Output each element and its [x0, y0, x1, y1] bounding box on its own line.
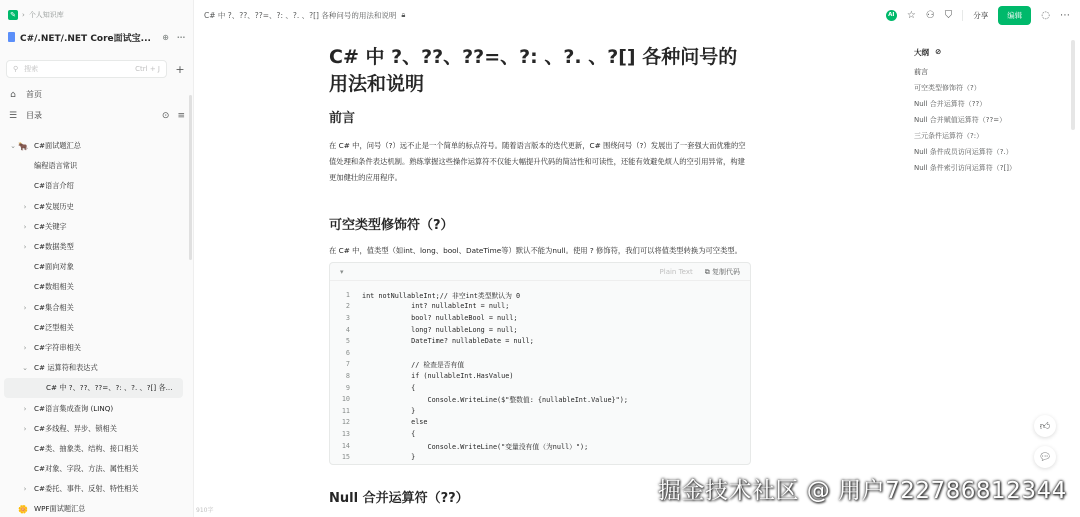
tree-item-label: C#委托、事件、反射、特性相关: [34, 484, 139, 494]
chevron-right-icon[interactable]: ›: [23, 424, 27, 433]
lock-icon[interactable]: ⊕: [162, 32, 169, 42]
page-scrollbar[interactable]: [1071, 40, 1075, 130]
line-number: 13: [341, 429, 350, 438]
edit-button[interactable]: 编辑: [998, 6, 1031, 25]
code-text: }: [362, 453, 416, 462]
tree-item[interactable]: [0, 217, 193, 237]
line-number: 7: [345, 360, 350, 369]
tree-item[interactable]: [0, 318, 193, 338]
code-line: [330, 440, 750, 452]
code-text: {: [362, 383, 416, 392]
tree-item[interactable]: [0, 237, 193, 257]
tree-item[interactable]: [0, 176, 193, 196]
line-number: 4: [345, 325, 350, 334]
sidebar: [0, 0, 194, 517]
tree-item[interactable]: [0, 197, 193, 217]
tree-item[interactable]: [0, 459, 193, 479]
more-icon[interactable]: ⋯: [1060, 9, 1070, 21]
tree-emoji-icon: 🐂: [18, 141, 28, 151]
code-line: [330, 324, 750, 336]
tree-emoji-icon: 🌼: [18, 504, 28, 514]
tree-item-label: C#数组相关: [34, 282, 74, 292]
code-lines: [330, 281, 750, 463]
search-shortcut: Ctrl + J: [135, 65, 160, 73]
word-count: 910字: [196, 507, 214, 514]
tree-item-label: C#数据类型: [34, 242, 74, 252]
tree-item[interactable]: [4, 378, 183, 398]
tree-item-label: C#字符串相关: [34, 342, 81, 352]
copy-code-label: 复制代码: [712, 267, 740, 276]
book-title-row[interactable]: [0, 30, 193, 44]
yuque-logo-icon: ✎: [8, 10, 18, 20]
tree-item[interactable]: [0, 499, 193, 517]
code-line: [330, 428, 750, 440]
heading-nullable: 可空类型修饰符（?）: [329, 218, 454, 233]
comment-icon[interactable]: ◌: [1041, 9, 1050, 21]
shield-icon[interactable]: ⛉: [944, 9, 953, 21]
copy-code-button[interactable]: [705, 267, 740, 277]
line-number: 1: [345, 290, 350, 299]
code-line: [330, 301, 750, 313]
outline-item[interactable]: 可空类型修饰符（?）: [914, 84, 981, 92]
code-line: [330, 405, 750, 417]
tree-item-label: C#发展历史: [34, 201, 74, 211]
search-placeholder: 搜索: [24, 65, 39, 73]
divider: [962, 10, 963, 21]
code-line: [330, 335, 750, 347]
tree-item-label: C#语言介绍: [34, 181, 74, 191]
line-number: 6: [345, 348, 350, 357]
heading-null-coalescing: Null 合并运算符（??）: [329, 491, 469, 506]
crumb-label: 个人知识库: [28, 11, 64, 19]
tree-item-label: C#语言集成查询 (LINQ): [34, 403, 114, 413]
line-number: 3: [345, 313, 350, 322]
tree-item[interactable]: [0, 136, 193, 156]
code-line: [330, 370, 750, 382]
outline-item[interactable]: Null 合并赋值运算符（??=）: [914, 116, 1007, 124]
share-button[interactable]: 分享: [973, 10, 989, 20]
tree-item-label: C# 运算符和表达式: [34, 363, 98, 373]
thumbs-up-icon: 👍︎: [1039, 421, 1051, 432]
article: [329, 44, 751, 259]
code-text: int? nullableInt = null;: [362, 302, 510, 311]
hide-outline-icon[interactable]: ⊘: [935, 47, 942, 56]
nav-home-label: 首页: [26, 90, 42, 99]
code-text: // 检查是否有值: [362, 361, 465, 370]
nav-toc-label: 目录: [26, 111, 42, 120]
chevron-right-icon[interactable]: ›: [23, 303, 27, 312]
code-text: int notNullableInt;// 非空int类型默认为 0: [362, 291, 521, 300]
add-member-icon[interactable]: ⚇: [925, 9, 935, 21]
comment-icon: 💬︎: [1038, 451, 1052, 463]
code-language[interactable]: Plain Text: [659, 267, 693, 276]
comment-button[interactable]: [1034, 446, 1056, 468]
tree-item-label: C#面试题汇总: [33, 141, 81, 151]
tree-item[interactable]: [0, 298, 193, 318]
code-text: Console.WriteLine("变量没有值（为null）");: [362, 442, 589, 451]
tree-item-label: C#关键字: [34, 221, 67, 231]
code-block[interactable]: [329, 262, 751, 465]
chevron-right-icon[interactable]: ›: [23, 404, 27, 413]
list-icon: ☰: [8, 110, 18, 121]
code-line: [330, 359, 750, 371]
tree-item-label: C#多线程、异步、锁相关: [34, 423, 117, 433]
doc-tree: [0, 136, 193, 517]
tree-item[interactable]: [0, 439, 193, 459]
search-icon: ⚲: [13, 65, 19, 73]
line-number: 11: [341, 406, 350, 415]
like-button[interactable]: [1034, 415, 1056, 437]
chevron-right-icon[interactable]: ›: [23, 485, 27, 494]
tree-item-label: C#类、抽象类、结构、接口相关: [34, 443, 139, 453]
tree-item[interactable]: [0, 257, 193, 277]
code-line: [330, 382, 750, 394]
chevron-right-icon[interactable]: ›: [23, 243, 27, 252]
watermark: 掘金技术社区 @ 用户722786812344: [658, 478, 1067, 504]
outline-title: 大纲: [914, 48, 929, 57]
chevron-right-icon[interactable]: ›: [23, 202, 27, 211]
tree-item-label: C#对象、字段、方法、属性相关: [34, 464, 139, 474]
outline-item[interactable]: Null 条件成员访问运算符（?.）: [914, 148, 1013, 156]
outline-item[interactable]: 三元条件运算符（?:）: [914, 132, 984, 140]
nav-toc[interactable]: [0, 105, 193, 126]
tree-item[interactable]: [0, 358, 193, 378]
sidebar-crumb[interactable]: [0, 0, 193, 30]
code-text: DateTime? nullableDate = null;: [362, 337, 534, 346]
outline-item[interactable]: Null 条件索引访问运算符（?[]）: [914, 164, 1016, 172]
ai-assistant-icon[interactable]: AI: [886, 10, 897, 21]
book-title: C#/.NET/.NET Core面试宝...: [20, 33, 151, 44]
page-title: C# 中 ?、??、??=、?: 、?. 、?[] 各种问号的用法和说明: [329, 46, 738, 95]
book-icon: [8, 32, 15, 42]
outline-item[interactable]: 前言: [914, 68, 928, 76]
tree-item[interactable]: [0, 479, 193, 499]
tree-item[interactable]: [0, 156, 193, 176]
code-text: Console.WriteLine($"整数值: {nullableInt.Value}");: [362, 396, 628, 405]
menu-icon[interactable]: ≡: [177, 110, 185, 121]
line-number: 14: [341, 441, 350, 450]
copy-icon: ⧉: [704, 267, 712, 276]
crumb-separator-icon: ›: [22, 11, 25, 19]
tree-item-label: 编程语言常识: [34, 161, 78, 171]
code-line: [330, 312, 750, 324]
doc-title-crumb: C# 中 ?、??、??=、?: 、?. 、?[] 各种问号的用法和说明: [204, 10, 397, 20]
more-icon[interactable]: ⋯: [177, 32, 185, 42]
home-icon: ⌂: [10, 89, 16, 100]
code-line: [330, 451, 750, 463]
nav-home[interactable]: [0, 84, 193, 105]
doc-header: [194, 0, 1080, 30]
lock-icon: 🔒︎: [401, 10, 406, 19]
code-text: long? nullableLong = null;: [362, 325, 518, 334]
locate-icon[interactable]: ⊙: [161, 110, 170, 121]
chevron-right-icon[interactable]: ›: [23, 343, 27, 352]
tree-item-label: C# 中 ?、??、??=、?: 、?. 、?[] 各...: [46, 383, 173, 393]
paragraph-nullable: 在 C# 中，值类型（如int、long、bool、DateTime等）默认不能为null。使用 ? 修饰符，我们可以将值类型转换为可空类型。: [329, 246, 742, 255]
code-line: [330, 347, 750, 359]
code-line: [330, 289, 750, 301]
line-number: 2: [345, 302, 350, 311]
paragraph-intro: 在 C# 中，问号（?）远不止是一个简单的标点符号。随着语言版本的迭代更新，C# 围绕问号（?）发展出了一套强大而优雅的空值处理和条件表达机制。熟练掌握这些操作运算符不仅能大幅提升代码的简洁性和可读性，还能有效避免烦人的空引用异常，构建更加健壮的应用程序。: [329, 141, 746, 182]
code-text: }: [362, 406, 416, 415]
tree-item[interactable]: [0, 419, 193, 439]
line-number: 5: [345, 337, 350, 346]
outline-item[interactable]: Null 合并运算符（??）: [914, 100, 987, 108]
chevron-right-icon[interactable]: ›: [23, 222, 27, 231]
line-number: 12: [341, 418, 350, 427]
collapse-icon[interactable]: ▾: [340, 267, 344, 276]
tree-item[interactable]: [0, 277, 193, 297]
line-number: 8: [345, 371, 350, 380]
chevron-down-icon[interactable]: ⌄: [22, 364, 28, 373]
heading-intro: 前言: [329, 111, 356, 126]
code-text: if (nullableInt.HasValue): [362, 371, 514, 380]
add-icon[interactable]: +: [175, 62, 185, 76]
tree-item-label: WPF面试题汇总: [33, 504, 86, 514]
code-text: bool? nullableBool = null;: [362, 313, 518, 322]
tree-item-label: C#泛型相关: [34, 322, 74, 332]
line-number: 10: [341, 395, 350, 404]
tree-item[interactable]: [0, 338, 193, 358]
search-input[interactable]: [6, 60, 167, 78]
line-number: 9: [345, 383, 350, 392]
chevron-down-icon[interactable]: ⌄: [10, 142, 16, 151]
outline: [914, 47, 1064, 176]
code-line: [330, 417, 750, 429]
star-icon[interactable]: ☆: [906, 9, 916, 21]
sidebar-scrollbar[interactable]: [189, 95, 192, 260]
tree-item-label: C#面向对象: [34, 262, 74, 272]
code-text: {: [362, 429, 416, 438]
code-line: [330, 393, 750, 405]
tree-item[interactable]: [0, 398, 193, 418]
code-text: else: [362, 418, 428, 427]
tree-item-label: C#集合相关: [34, 302, 74, 312]
line-number: 15: [341, 453, 350, 462]
